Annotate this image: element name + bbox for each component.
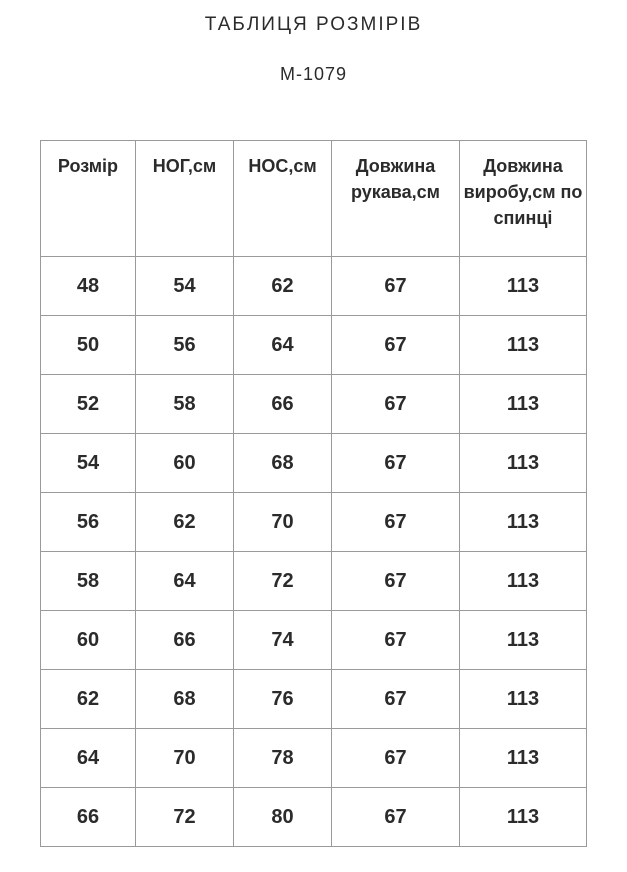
cell-sleeve-length: 67 xyxy=(332,670,460,729)
table-row xyxy=(41,611,587,670)
table-row xyxy=(41,493,587,552)
header-back-length: Довжина виробу,см по спинці xyxy=(460,141,587,257)
cell-neck-girth: 72 xyxy=(234,552,332,611)
cell-back-length: 113 xyxy=(460,552,587,611)
cell-neck-girth: 66 xyxy=(234,375,332,434)
cell-size: 52 xyxy=(41,375,136,434)
model-number: М-1079 xyxy=(279,64,348,84)
cell-chest-girth: 62 xyxy=(136,493,234,552)
cell-chest-girth: 56 xyxy=(136,316,234,375)
cell-neck-girth: 80 xyxy=(234,788,332,847)
header-size: Розмір xyxy=(41,141,136,257)
table-row xyxy=(41,316,587,375)
table-header-row xyxy=(41,141,587,257)
cell-chest-girth: 72 xyxy=(136,788,234,847)
cell-sleeve-length: 67 xyxy=(332,434,460,493)
cell-chest-girth: 68 xyxy=(136,670,234,729)
cell-chest-girth: 64 xyxy=(136,552,234,611)
header-sleeve-length: Довжина рукава,см xyxy=(332,141,460,257)
cell-back-length: 113 xyxy=(460,316,587,375)
table-row xyxy=(41,257,587,316)
cell-sleeve-length: 67 xyxy=(332,729,460,788)
cell-back-length: 113 xyxy=(460,611,587,670)
cell-neck-girth: 62 xyxy=(234,257,332,316)
cell-neck-girth: 70 xyxy=(234,493,332,552)
cell-size: 48 xyxy=(41,257,136,316)
cell-back-length: 113 xyxy=(460,670,587,729)
cell-size: 62 xyxy=(41,670,136,729)
cell-back-length: 113 xyxy=(460,375,587,434)
cell-sleeve-length: 67 xyxy=(332,611,460,670)
cell-back-length: 113 xyxy=(460,434,587,493)
cell-sleeve-length: 67 xyxy=(332,257,460,316)
cell-neck-girth: 74 xyxy=(234,611,332,670)
cell-size: 56 xyxy=(41,493,136,552)
cell-size: 50 xyxy=(41,316,136,375)
cell-back-length: 113 xyxy=(460,788,587,847)
page-title: ТАБЛИЦЯ РОЗМІРІВ xyxy=(204,14,423,35)
header-chest-girth: НОГ,см xyxy=(136,141,234,257)
size-table xyxy=(40,140,587,847)
table-row xyxy=(41,670,587,729)
cell-chest-girth: 60 xyxy=(136,434,234,493)
table-row xyxy=(41,434,587,493)
cell-size: 60 xyxy=(41,611,136,670)
header-neck-girth: НОС,см xyxy=(234,141,332,257)
table-row xyxy=(41,788,587,847)
cell-sleeve-length: 67 xyxy=(332,493,460,552)
cell-chest-girth: 70 xyxy=(136,729,234,788)
cell-chest-girth: 58 xyxy=(136,375,234,434)
cell-size: 54 xyxy=(41,434,136,493)
cell-sleeve-length: 67 xyxy=(332,552,460,611)
cell-size: 64 xyxy=(41,729,136,788)
cell-chest-girth: 54 xyxy=(136,257,234,316)
cell-sleeve-length: 67 xyxy=(332,316,460,375)
cell-neck-girth: 68 xyxy=(234,434,332,493)
table-row xyxy=(41,375,587,434)
cell-neck-girth: 76 xyxy=(234,670,332,729)
cell-sleeve-length: 67 xyxy=(332,375,460,434)
cell-size: 58 xyxy=(41,552,136,611)
cell-back-length: 113 xyxy=(460,729,587,788)
cell-neck-girth: 64 xyxy=(234,316,332,375)
cell-neck-girth: 78 xyxy=(234,729,332,788)
cell-chest-girth: 66 xyxy=(136,611,234,670)
cell-size: 66 xyxy=(41,788,136,847)
cell-sleeve-length: 67 xyxy=(332,788,460,847)
table-row xyxy=(41,729,587,788)
cell-back-length: 113 xyxy=(460,493,587,552)
table-row xyxy=(41,552,587,611)
cell-back-length: 113 xyxy=(460,257,587,316)
